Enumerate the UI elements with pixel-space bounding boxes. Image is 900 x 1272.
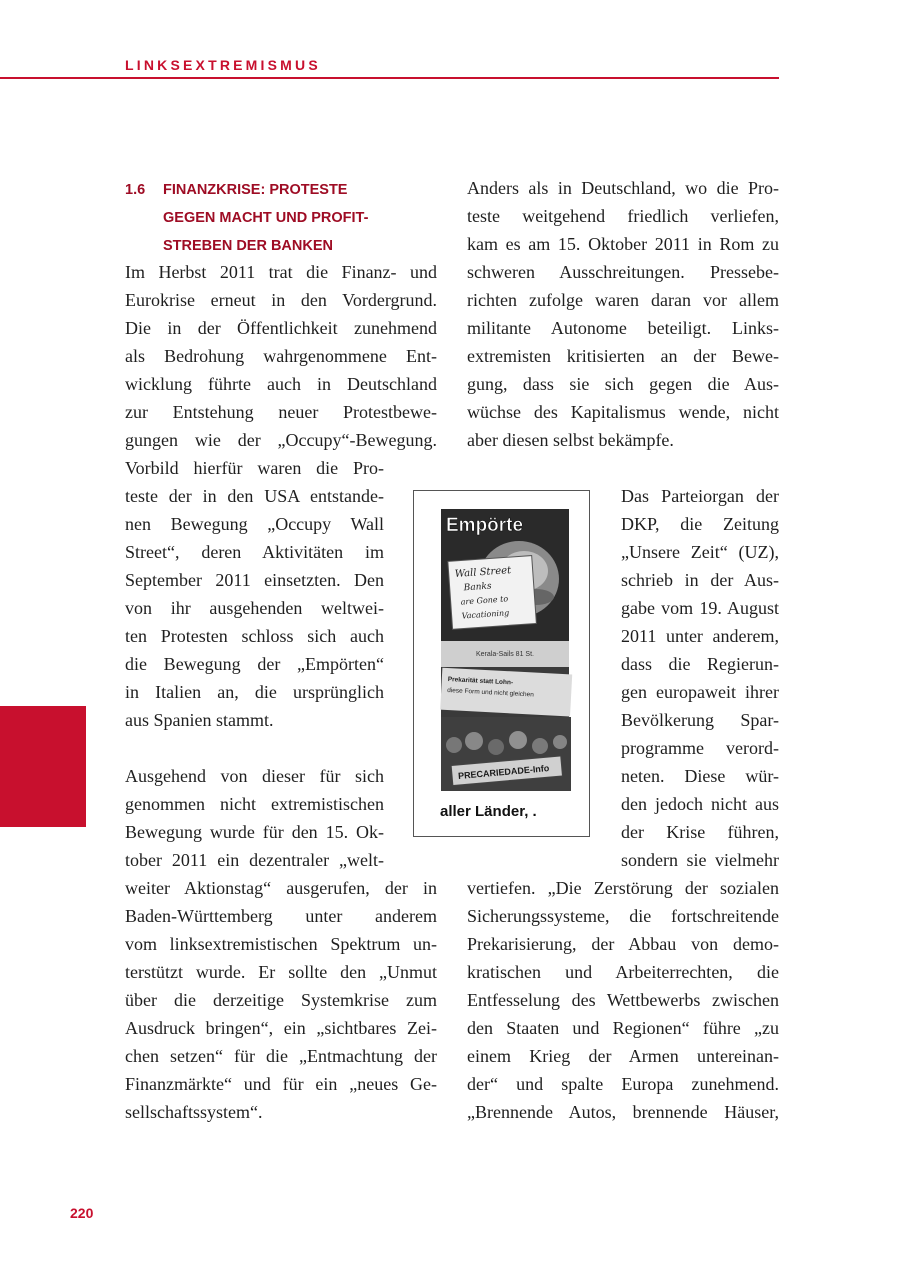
- text-line: chen setzen“ für die „Entmachtung der: [125, 1046, 437, 1066]
- text-line: extremisten kritisierten an der Bewe-: [467, 346, 779, 366]
- text-line: Finanzmärkte“ und für ein „neues Ge-: [125, 1074, 437, 1094]
- svg-text:Kerala-Sails 81 St.: Kerala-Sails 81 St.: [476, 651, 534, 658]
- text-line: von ihr ausgehenden weltwei-: [125, 598, 384, 618]
- text-line: Im Herbst 2011 trat die Finanz- und: [125, 262, 437, 282]
- text-line: aber diesen selbst bekämpfe.: [467, 430, 674, 450]
- text-line: terstützt wurde. Er sollte den „Unmut: [125, 962, 437, 982]
- text-line: wicklung führte auch in Deutschland: [125, 374, 437, 394]
- text-line: Die in der Öffentlichkeit zunehmend: [125, 318, 437, 338]
- section-title-line: STREBEN DER BANKEN: [163, 238, 333, 254]
- text-line: den jedoch nicht aus: [621, 794, 779, 814]
- text-line: „Unsere Zeit“ (UZ),: [621, 542, 779, 562]
- svg-text:Banks: Banks: [463, 581, 492, 594]
- text-line: Baden-Württemberg unter anderem: [125, 906, 437, 926]
- svg-text:Wall Street: Wall Street: [454, 565, 512, 580]
- text-line: einem Krieg der Armen untereinan-: [467, 1046, 779, 1066]
- text-line: Ausgehend von dieser für sich: [125, 766, 384, 786]
- svg-text:are Gone to: are Gone to: [460, 594, 509, 607]
- text-line: kratischen und Arbeiterrechten, die: [467, 962, 779, 982]
- text-line: schrieb in der Aus-: [621, 570, 779, 590]
- text-line: Eurokrise erneut in den Vordergrund.: [125, 290, 437, 310]
- text-line: weiter Aktionstag“ ausgerufen, der in: [125, 878, 437, 898]
- text-line: „Brennende Autos, brennende Häuser,: [467, 1102, 779, 1122]
- right-para2-full: [467, 874, 779, 1126]
- text-line: vertiefen. „Die Zerstörung der sozialen: [467, 878, 779, 898]
- left-para1-full: [125, 258, 437, 454]
- text-line: zur Entstehung neuer Protestbewe-: [125, 402, 437, 422]
- text-line: 2011 unter anderem,: [621, 626, 779, 646]
- text-line: Anders als in Deutschland, wo die Pro-: [467, 178, 779, 198]
- right-para1: [467, 174, 779, 454]
- text-line: Das Parteiorgan der: [621, 486, 779, 506]
- text-line: gabe vom 19. August: [621, 598, 779, 618]
- svg-text:Prekarität statt Lohn-: Prekarität statt Lohn-: [447, 676, 514, 687]
- svg-text:diese Form und nicht gleichen: diese Form und nicht gleichen: [447, 687, 534, 699]
- text-line: nen Bewegung „Occupy Wall: [125, 514, 384, 534]
- section-title-line: FINANZKRISE: PROTESTE: [163, 182, 348, 198]
- text-line: über die derzeitige Systemkrise zum: [125, 990, 437, 1010]
- poster-image: [414, 491, 589, 836]
- text-line: den Staaten und Regionen“ führe „zu: [467, 1018, 779, 1038]
- text-line: kam es am 15. Oktober 2011 in Rom zu: [467, 234, 779, 254]
- text-line: der“ und spalte Europa zunehmend.: [467, 1074, 779, 1094]
- protest-sign: [448, 556, 537, 630]
- text-line: gen europaweit ihrer: [621, 682, 779, 702]
- page-number: 220: [70, 1205, 94, 1221]
- left-para1-narrow: [125, 454, 384, 734]
- text-line: richten zufolge waren daran vor allem: [467, 290, 779, 310]
- text-line: gungen wie der „Occupy“-Bewegung.: [125, 430, 437, 450]
- poster-banner: PRECARIEDADE-Info: [457, 763, 550, 781]
- poster-headline: Empörte: [446, 515, 524, 536]
- section-title-line: GEGEN MACHT UND PROFIT-: [163, 210, 369, 226]
- text-line: Entfesselung des Wettbewerbs zwischen: [467, 990, 779, 1010]
- text-line: teste weitgehend friedlich verliefen,: [467, 206, 779, 226]
- text-line: neten. Diese wür-: [621, 766, 779, 786]
- protest-poster-figure: [413, 490, 590, 837]
- text-line: wüchse des Kapitalismus wende, nicht: [467, 402, 779, 422]
- text-line: tober 2011 ein dezentraler „welt-: [125, 850, 384, 870]
- text-line: programme verord-: [621, 738, 779, 758]
- text-line: schweren Ausschreitungen. Pressebe-: [467, 262, 779, 282]
- text-line: Ausdruck bringen“, ein „sichtbares Zei-: [125, 1018, 437, 1038]
- text-line: DKP, die Zeitung: [621, 514, 779, 534]
- header-rule: [0, 77, 779, 79]
- text-line: in Italien an, die ursprünglich: [125, 682, 384, 702]
- text-line: Sicherungssysteme, die fortschreitende: [467, 906, 779, 926]
- left-para2-narrow: [125, 762, 384, 874]
- chapter-tab-marker: [0, 706, 86, 827]
- text-line: gung, dass sie sich gegen die Aus-: [467, 374, 779, 394]
- text-line: die Bewegung der „Empörten“: [125, 654, 384, 674]
- text-line: Street“, deren Aktivitäten im: [125, 542, 384, 562]
- poster-caption: aller Länder, .: [440, 803, 537, 820]
- text-line: genommen nicht extremistischen: [125, 794, 384, 814]
- text-line: militante Autonome beteiligt. Links-: [467, 318, 779, 338]
- text-line: Vorbild hierfür waren die Pro-: [125, 458, 384, 478]
- text-line: sondern sie vielmehr: [621, 850, 779, 870]
- text-line: Prekarisierung, der Abbau von demo-: [467, 934, 779, 954]
- right-para2-narrow: [621, 482, 779, 874]
- text-line: ten Protesten schloss sich auch: [125, 626, 384, 646]
- text-line: aus Spanien stammt.: [125, 710, 274, 730]
- section-title: [163, 176, 433, 260]
- running-head: LINKSEXTREMISMUS: [125, 57, 321, 73]
- text-line: Bewegung wurde für den 15. Ok-: [125, 822, 384, 842]
- left-para2-full: [125, 874, 437, 1126]
- text-line: teste der in den USA entstande-: [125, 486, 384, 506]
- section-number: 1.6: [125, 182, 146, 198]
- text-line: dass die Regierun-: [621, 654, 779, 674]
- text-line: sellschaftssystem“.: [125, 1102, 263, 1122]
- text-line: September 2011 einsetzten. Den: [125, 570, 384, 590]
- text-line: der Krise führen,: [621, 822, 779, 842]
- text-line: als Bedrohung wahrgenommene Ent-: [125, 346, 437, 366]
- text-line: vom linksextremistischen Spektrum un-: [125, 934, 437, 954]
- svg-text:Vacationing: Vacationing: [461, 608, 510, 621]
- text-line: Bevölkerung Spar-: [621, 710, 779, 730]
